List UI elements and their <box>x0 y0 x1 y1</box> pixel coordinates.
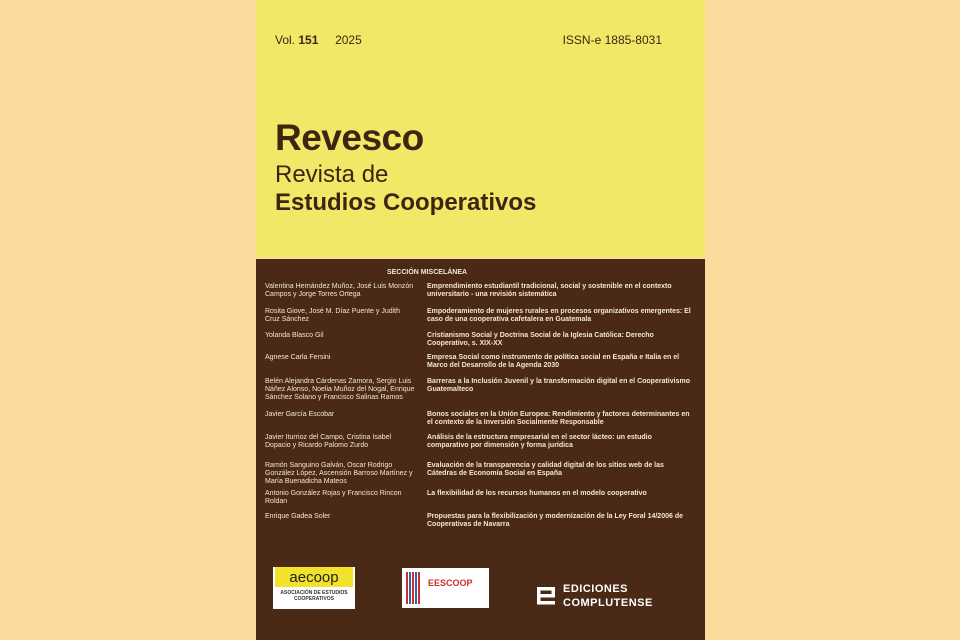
article-title: Empoderamiento de mujeres rurales en procesos organizativos emergentes: El caso de una cooperativa cafetalera en Guatemala <box>427 308 691 323</box>
article-authors: Ramón Sanguino Galván, Oscar Rodrigo González López, Ascensión Barroso Martínez y María Buenadicha Mateos <box>265 462 413 485</box>
eescoop-logo <box>402 568 489 608</box>
article-authors: Antonio González Rojas y Francisco Rincon Roldan <box>265 490 402 505</box>
article-title: Evaluación de la transparencia y calidad digital de los sitios web de las Cátedras de Economía Social en España <box>427 462 664 477</box>
eescoop-name: EESCOOP <box>428 578 473 588</box>
article-title: Barreras a la Inclusión Juvenil y la transformación digital en el Cooperativismo Guatemalteco <box>427 378 690 393</box>
article-title: Cristianismo Social y Doctrina Social de la Iglesia Católica: Derecho Cooperativo, s. XIX-XX <box>427 332 654 347</box>
article-authors: Javier Iturrioz del Campo, Cristina Isabel Dopacio y Ricardo Palomo Zurdo <box>265 434 392 449</box>
issn: ISSN-e 1885-8031 <box>562 33 662 47</box>
article-title: Propuestas para la flexibilización y modernización de la Ley Foral 14/2006 de Cooperativas de Navarra <box>427 513 683 528</box>
aecoop-logo-name: aecoop <box>275 567 353 587</box>
section-heading: SECCIÓN MISCELÁNEA <box>386 269 468 276</box>
eescoop-bars-icon <box>406 572 422 604</box>
article-title: Emprendimiento estudiantil tradicional, social y sostenible en el contexto universitario - una revisión sistemática <box>427 283 672 298</box>
vol-label: Vol. <box>275 33 296 47</box>
divider <box>256 257 705 259</box>
article-authors: Valentina Hernández Muñoz, José Luis Monzón Campos y Jorge Torres Ortega <box>265 283 414 298</box>
article-title: Bonos sociales en la Unión Europea: Rendimiento y factores determinantes en el contexto de la Inversión Socialmente Responsable <box>427 411 690 426</box>
vol-number: 151 <box>298 33 319 47</box>
article-authors: Enrique Gadea Soler <box>265 513 331 520</box>
aecoop-logo <box>273 567 355 609</box>
journal-subtitle-line2: Estudios Cooperativos <box>275 189 537 216</box>
year: 2025 <box>335 33 362 47</box>
article-authors: Belén Alejandra Cárdenas Zamora, Sergio Luis Náñez Alonso, Noelia Muñoz del Nogal, Enrique Sánchez Solano y Francisco Salinas Ramos <box>265 378 415 401</box>
article-authors: Agnese Carla Fersini <box>265 354 331 361</box>
ediciones-line2: COMPLUTENSE <box>563 597 653 609</box>
journal-title: Revesco <box>275 117 424 158</box>
article-authors: Javier García Escobar <box>265 411 335 418</box>
cover-header <box>256 0 705 257</box>
ediciones-icon <box>536 586 556 606</box>
article-title: La flexibilidad de los recursos humanos en el modelo cooperativo <box>427 490 647 497</box>
aecoop-logo-subtitle: ASOCIACIÓN DE ESTUDIOS COOPERATIVOS <box>280 590 348 602</box>
volume-info <box>275 33 362 47</box>
article-authors: Rosita Giove, José M. Díaz Puente y Judith Cruz Sánchez <box>265 308 401 323</box>
ediciones-line1: EDICIONES <box>563 583 629 595</box>
journal-cover <box>256 0 705 640</box>
article-title: Análisis de la estructura empresarial en el sector lácteo: un estudio comparativo por dimensión y forma jurídica <box>427 434 652 449</box>
article-authors: Yolanda Blasco Gil <box>265 332 324 339</box>
journal-subtitle-line1: Revista de <box>275 161 389 188</box>
article-title: Empresa Social como instrumento de política social en España e Italia en el Marco del Desarrollo de la Agenda 2030 <box>427 354 680 369</box>
